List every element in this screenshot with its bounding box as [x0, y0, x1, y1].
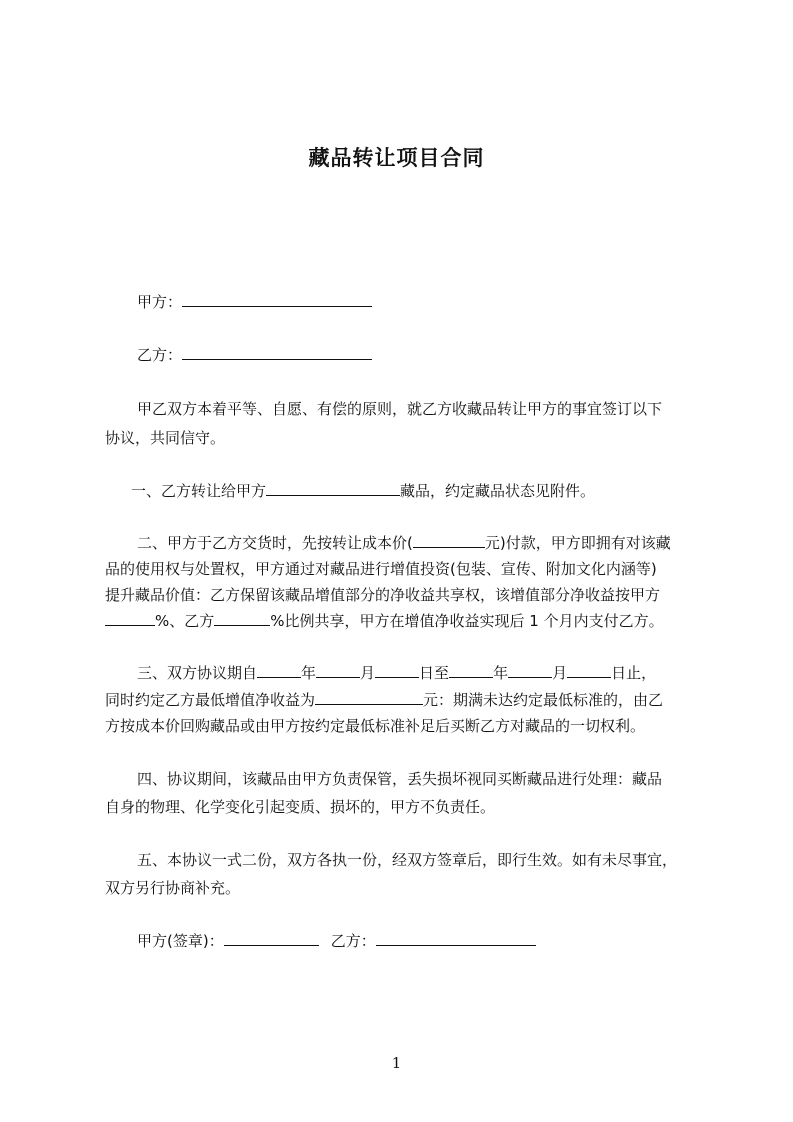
- party-a-blank: [182, 292, 372, 307]
- clause-3-line-2: [105, 690, 663, 710]
- clause-2-l4-mid: %、乙方: [155, 612, 215, 630]
- clause-5-line-1: 五、本协议一式二份，双方各执一份，经双方签章后，即行生效。如有未尽事宜，: [137, 851, 678, 869]
- signature-party-a-blank: [224, 931, 319, 946]
- clause-2-party-b-percent-blank: [214, 611, 270, 626]
- clause-2-line-3: 提升藏品价值：乙方保留该藏品增值部分的净收益共享权，该增值部分净收益按甲方: [105, 586, 661, 604]
- clause-2-price-blank: [413, 533, 485, 548]
- party-b-label: 乙方：: [137, 346, 183, 364]
- clause-3-l2-prefix: 同时约定乙方最低增值净收益为: [105, 691, 316, 709]
- clause-3-day-end: 日止，: [611, 664, 657, 682]
- clause-4-line-1: 四、协议期间，该藏品由甲方负责保管，丢失损坏视同买断藏品进行处理：藏品: [137, 770, 663, 788]
- clause-2-line-2: 品的使用权与处置权，甲方通过对藏品进行增值投资(包装、宣传、附加文化内涵等): [105, 560, 657, 578]
- clause-3-month-2: 月: [552, 664, 568, 682]
- clause-3-end-year-blank: [449, 663, 493, 678]
- party-a-line: [137, 292, 372, 312]
- clause-1-prefix: 一、乙方转让给甲方: [131, 482, 267, 500]
- clause-3-start-year-blank: [257, 663, 301, 678]
- clause-1: [131, 481, 595, 501]
- intro-line-2: 协议，共同信守。: [105, 429, 226, 447]
- clause-3-start-month-blank: [316, 663, 360, 678]
- party-b-line: [137, 345, 372, 365]
- clause-3-start-day-blank: [375, 663, 419, 678]
- clause-3-end-month-blank: [508, 663, 552, 678]
- party-b-blank: [182, 345, 372, 360]
- clause-5-line-2: 双方另行协商补充。: [105, 879, 241, 897]
- clause-1-blank: [266, 481, 400, 496]
- intro-line-1: 甲乙双方本着平等、自愿、有偿的原则，就乙方收藏品转让甲方的事宜签订以下: [137, 400, 663, 418]
- clause-2-l1-suffix: 元)付款，甲方即拥有对该藏: [484, 534, 671, 552]
- clause-3-line-3: 方按成本价回购藏品或由甲方按约定最低标准补足后买断乙方对藏品的一切权利。: [105, 717, 646, 735]
- clause-2-l1-prefix: 二、甲方于乙方交货时，先按转让成本价(: [137, 534, 413, 552]
- clause-3-month-1: 月: [360, 664, 376, 682]
- party-a-label: 甲方：: [137, 293, 183, 311]
- clause-2-line-1: [137, 533, 671, 553]
- signature-line: [137, 931, 536, 951]
- clause-4-line-2: 自身的物理、化学变化引起变质、损坏的，甲方不负责任。: [105, 798, 496, 816]
- clause-3-l2-suffix: 元：期满未达约定最低标准的，由乙: [423, 691, 664, 709]
- signature-party-b-blank: [376, 931, 536, 946]
- clause-2-party-a-percent-blank: [105, 611, 155, 626]
- signature-party-b-label: 乙方：: [330, 932, 376, 950]
- clause-3-line-1: [137, 663, 656, 683]
- clause-3-end-day-blank: [567, 663, 611, 678]
- clause-3-year-1: 年: [301, 664, 317, 682]
- clause-3-day-to: 日至: [419, 664, 450, 682]
- clause-3-prefix: 三、双方协议期自: [137, 664, 258, 682]
- clause-1-suffix: 藏品，约定藏品状态见附件。: [400, 482, 596, 500]
- page-number: 1: [391, 1054, 402, 1072]
- document-title: 藏品转让项目合同: [308, 146, 485, 170]
- clause-3-year-2: 年: [493, 664, 509, 682]
- signature-party-a-label: 甲方(签章)：: [137, 932, 224, 950]
- clause-2-line-4: [105, 611, 664, 631]
- clause-3-min-income-blank: [315, 690, 423, 705]
- clause-2-l4-suffix: %比例共享，甲方在增值净收益实现后 1 个月内支付乙方。: [270, 612, 664, 630]
